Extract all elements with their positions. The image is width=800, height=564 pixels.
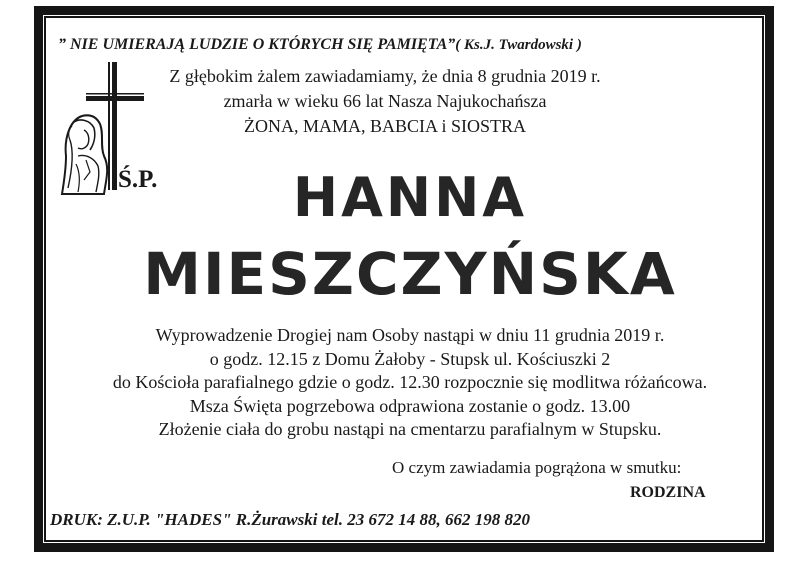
details-line-4: Msza Święta pogrzebowa odprawiona zostanie o godz. 13.00 — [189, 395, 631, 416]
details-line-5: Złożenie ciała do grobu nastąpi na cmentarzu parafialnym w Stupsku. — [158, 419, 662, 439]
intro-line-3: ŻONA, MAMA, BABCIA i SIOSTRA — [243, 116, 527, 136]
quote-author: ( Ks.J. Twardowski ) — [455, 37, 582, 53]
quote-text: ” NIE UMIERAJĄ LUDZIE O KTÓRYCH SIĘ PAMIĘTA” — [58, 36, 456, 53]
details-line-1: Wyprowadzenie Drogiej nam Osoby nastąpi w dniu 11 grudnia 2019 r. — [155, 325, 665, 345]
details-line-3: do Kościoła parafialnego gdzie o godz. 12.30 rozpocznie się modlitwa różańcowa. — [112, 372, 708, 392]
details-line-2: o godz. 12.15 z Domu Żałoby - Stupsk ul. Kościuszki 2 — [209, 348, 611, 369]
deceased-first-name: HANNA — [292, 166, 528, 229]
intro-line-2: zmarła w wieku 66 lat Nasza Najukochańsza — [223, 91, 547, 111]
announcement-intro — [150, 64, 620, 139]
printer-credit: DRUK: Z.U.P. "HADES" R.Żurawski tel. 23 672 14 88, 662 198 820 — [50, 510, 530, 529]
epitaph-quote — [58, 36, 678, 54]
funeral-details — [90, 324, 730, 442]
deceased-last-name: MIESZCZYŃSKA — [143, 240, 677, 308]
sp-label: Ś.P. — [118, 166, 158, 193]
family-signature: RODZINA — [630, 484, 706, 501]
mourners-notice: O czym zawiadamia pogrążona w smutku: — [392, 458, 682, 477]
intro-line-1: Z głębokim żalem zawiadamiamy, że dnia 8 grudnia 2019 r. — [169, 66, 601, 86]
